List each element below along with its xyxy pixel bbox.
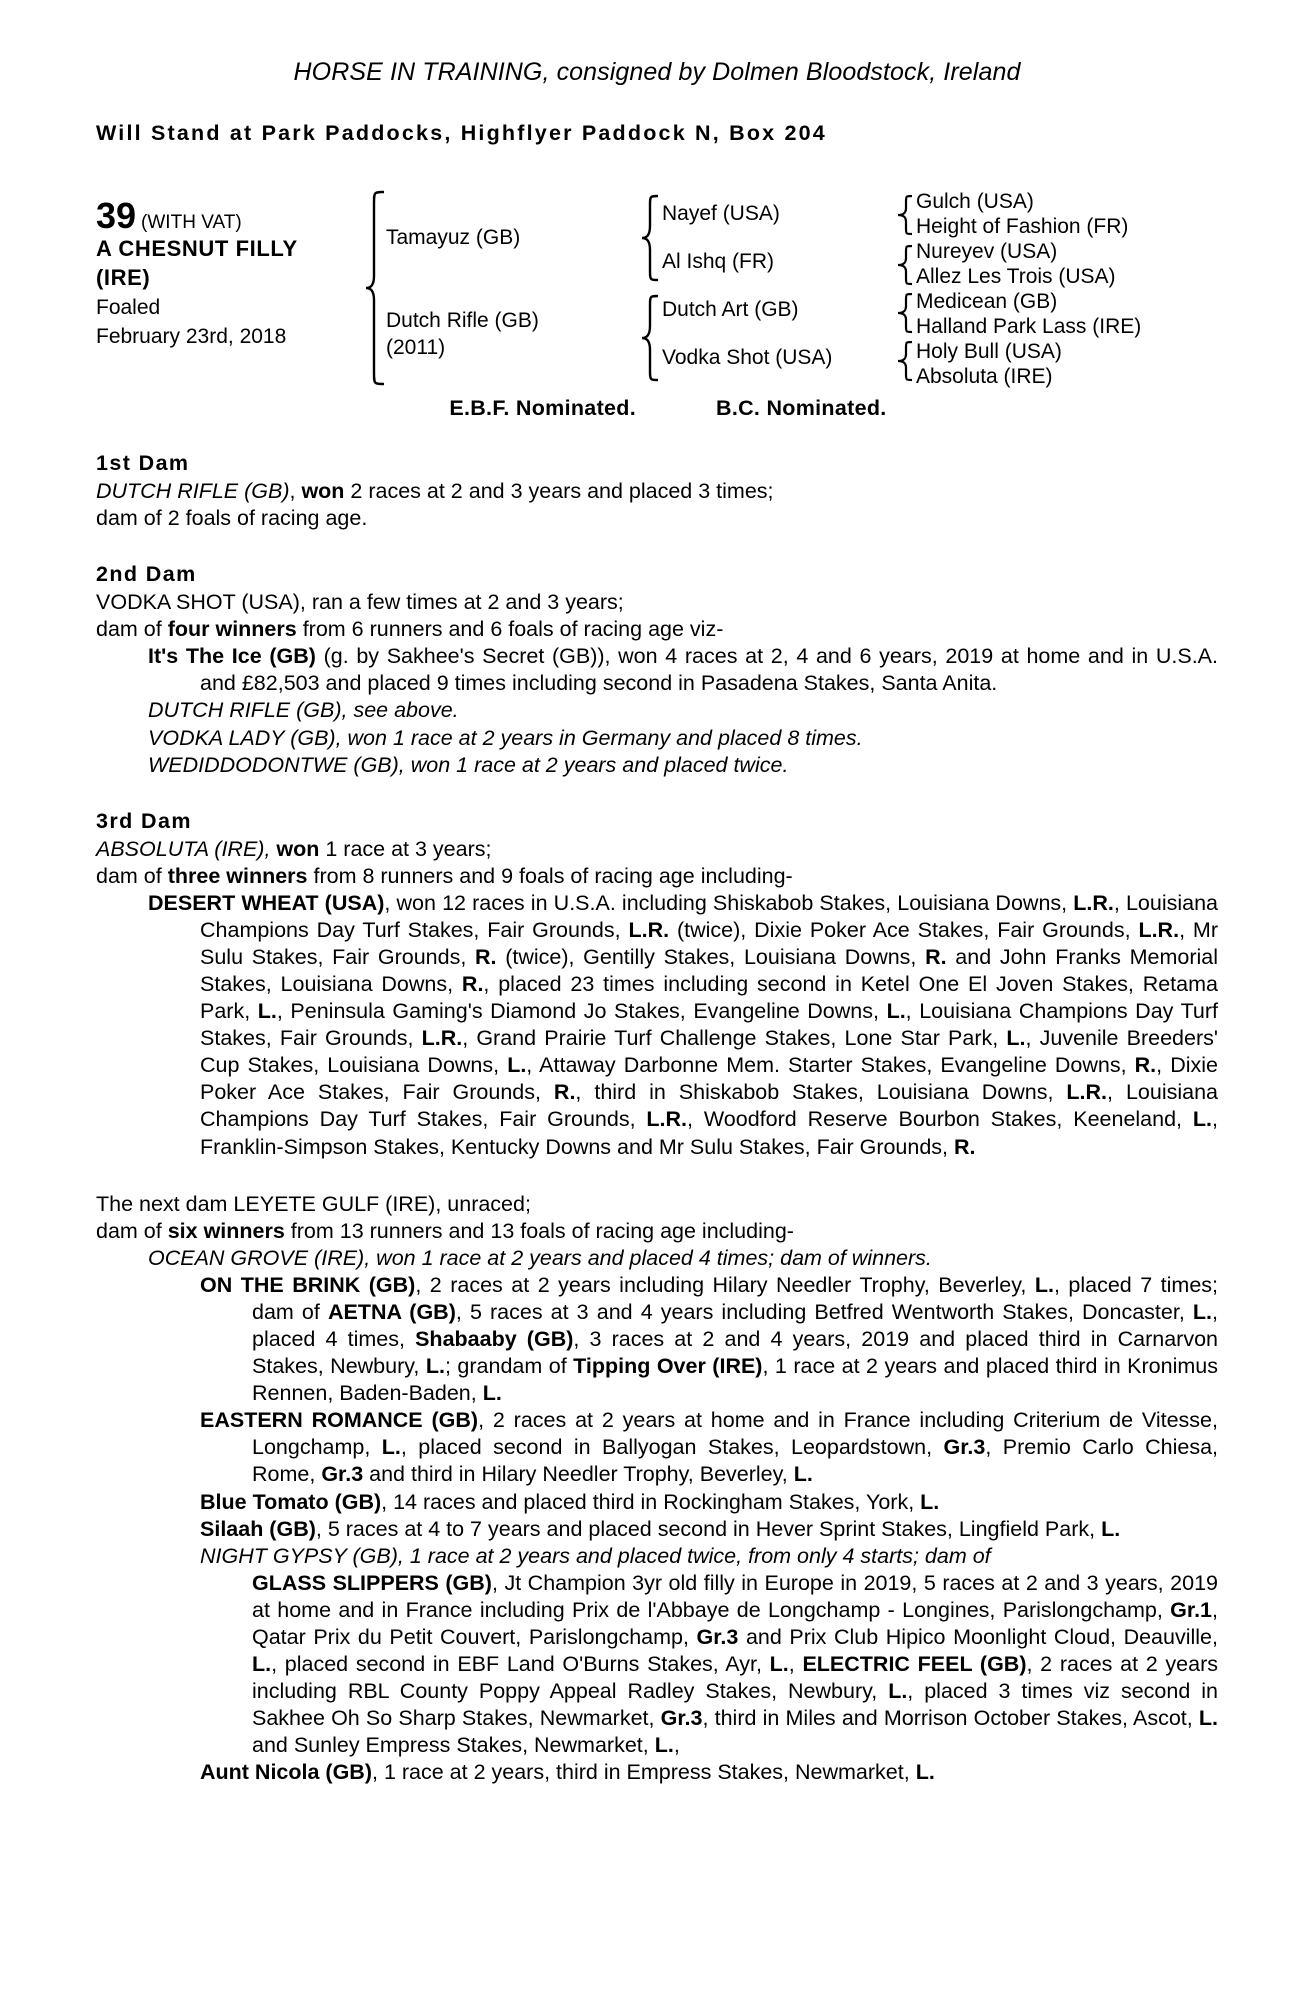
foaled-label: Foaled: [96, 295, 161, 319]
gen3-1: Gulch (USA): [916, 190, 1034, 213]
third-dam-section: [96, 809, 1218, 1161]
dam-cell: [386, 286, 636, 382]
gen3-6: Halland Park Lass (IRE): [916, 315, 1142, 338]
horse-country: (IRE): [96, 264, 151, 290]
next-dam-progeny-6: NIGHT GYPSY (GB), 1 race at 2 years and placed twice, from only 4 starts; dam of: [200, 1543, 991, 1568]
brace-gen2-top: [636, 190, 662, 390]
pedigree-subject: [96, 190, 364, 350]
sire-name: Tamayuz (GB): [386, 226, 521, 250]
brace-gen1: [364, 190, 386, 390]
consignment-line: HORSE IN TRAINING, consigned by Dolmen Bloodstock, Ireland: [293, 58, 1021, 86]
dam-year: (2011): [386, 336, 446, 359]
next-dam-progeny-1: OCEAN GROVE (IRE), won 1 race at 2 years and placed 4 times; dam of winners.: [148, 1245, 932, 1270]
horse-description: A CHESNUT FILLY: [96, 236, 298, 261]
sire-cell: [386, 190, 636, 286]
next-dam-progeny-3: EASTERN ROMANCE (GB), 2 races at 2 years at home and in France including Criterium de Vitesse, Longchamp, L., placed second in Ballyogan Stakes, Leopardstown, Gr.3, Premio Carlo Chiesa, Rome, Gr.3 and third in Hilary Needler Trophy, Beverley, L.: [200, 1408, 1218, 1487]
next-dam-progeny-4: Blue Tomato (GB), 14 races and placed third in Rockingham Stakes, York, L.: [200, 1489, 940, 1514]
second-dam-heading: 2nd Dam: [96, 562, 197, 587]
lot-number: 39: [96, 195, 137, 236]
foaled-date: February 23rd, 2018: [96, 324, 287, 348]
pedigree-generation-3: [916, 190, 1218, 390]
second-dam-line-1: VODKA SHOT (USA), ran a few times at 2 and 3 years;: [96, 590, 624, 615]
next-dam-progeny-2: ON THE BRINK (GB), 2 races at 2 years including Hilary Needler Trophy, Beverley, L., placed 7 times; dam of AETNA (GB), 5 races at 3 and 4 years including Betfred Wentworth Stakes, Doncaster, L., placed 4 times, Shabaaby (GB), 3 races at 2 and 4 years, 2019 and placed third in Carnarvon Stakes, Newbury, L.; grandam of Tipping Over (IRE), 1 race at 2 years and placed third in Kronimus Rennen, Baden-Baden, L.: [200, 1272, 1219, 1406]
third-dam-heading: 3rd Dam: [96, 808, 192, 833]
next-dam-progeny-8: Aunt Nicola (GB), 1 race at 2 years, third in Empress Stakes, Newmarket, L.: [200, 1760, 935, 1785]
third-dam-line-2: dam of three winners from 8 runners and 9 foals of racing age including-: [96, 863, 793, 888]
sire-dam: Al Ishq (FR): [662, 250, 775, 273]
gen3-5: Medicean (GB): [916, 290, 1058, 313]
gen3-4: Allez Les Trois (USA): [916, 265, 1116, 288]
brace-gen3: [892, 190, 916, 390]
next-dam-progeny-7: GLASS SLIPPERS (GB), Jt Champion 3yr old filly in Europe in 2019, 5 races at 2 and 3 years, 2019 at home and in France including Prix de l'Abbaye de Longchamp - Longines, Parislongchamp, Gr.1, Qatar Prix du Petit Couvert, Parislongchamp, Gr.3 and Prix Club Hipico Moonlight Cloud, Deauville, L., placed second in EBF Land O'Burns Stakes, Ayr, L., ELECTRIC FEEL (GB), 2 races at 2 years including RBL County Poppy Appeal Radley Stakes, Newbury, L., placed 3 times viz second in Sakhee Oh So Sharp Stakes, Newmarket, Gr.3, third in Miles and Morrison October Stakes, Ascot, L. and Sunley Empress Stakes, Newmarket, L.,: [252, 1570, 1218, 1758]
nominations-row: [96, 396, 1218, 421]
ebf-nomination: E.B.F. Nominated.: [449, 396, 636, 420]
next-dam-section: [96, 1191, 1218, 1787]
dam-sire: Dutch Art (GB): [662, 298, 799, 321]
second-dam-line-2: dam of four winners from 6 runners and 6 foals of racing age viz-: [96, 617, 724, 642]
gen3-7: Holy Bull (USA): [916, 340, 1062, 363]
stand-location-line: Will Stand at Park Paddocks, Highflyer Paddock N, Box 204: [96, 121, 827, 145]
bc-nomination: B.C. Nominated.: [716, 396, 887, 420]
pedigree-generation-1: [386, 190, 636, 382]
pedigree-table: [96, 190, 1218, 390]
next-dam-line-1: The next dam LEYETE GULF (IRE), unraced;: [96, 1191, 531, 1216]
lot-line: [96, 195, 364, 236]
first-dam-line-2: dam of 2 foals of racing age.: [96, 506, 368, 531]
third-dam-progeny-1: DESERT WHEAT (USA), won 12 races in U.S.A. including Shiskabob Stakes, Louisiana Downs, L.R., Louisiana Champions Day Turf Stakes, Fair Grounds, L.R. (twice), Dixie Poker Ace Stakes, Fair Grounds, L.R., Mr Sulu Stakes, Fair Grounds, R. (twice), Gentilly Stakes, Louisiana Downs, R. and John Franks Memorial Stakes, Louisiana Downs, R., placed 23 times including second in Ketel One El Joven Stakes, Retama Park, L., Peninsula Gaming's Diamond Jo Stakes, Evangeline Downs, L., Louisiana Champions Day Turf Stakes, Fair Grounds, L.R., Grand Prairie Turf Challenge Stakes, Lone Star Park, L., Juvenile Breeders' Cup Stakes, Louisiana Downs, L., Attaway Darbonne Mem. Starter Stakes, Evangeline Downs, R., Dixie Poker Ace Stakes, Fair Grounds, R., third in Shiskabob Stakes, Louisiana Downs, L.R., Louisiana Champions Day Turf Stakes, Fair Grounds, L.R., Woodford Reserve Bourbon Stakes, Keeneland, L., Franklin-Simpson Stakes, Kentucky Downs and Mr Sulu Stakes, Fair Grounds, R.: [148, 890, 1219, 1159]
second-dam-section: [96, 562, 1218, 779]
first-dam-heading: 1st Dam: [96, 451, 190, 475]
third-dam-line-1: ABSOLUTA (IRE), won 1 race at 3 years;: [96, 836, 492, 861]
next-dam-progeny-5: Silaah (GB), 5 races at 4 to 7 years and placed second in Hever Sprint Stakes, Lingfield Park, L.: [200, 1516, 1121, 1541]
next-dam-line-2: dam of six winners from 13 runners and 13 foals of racing age including-: [96, 1218, 794, 1243]
first-dam-line-1: DUTCH RIFLE (GB), won 2 races at 2 and 3 years and placed 3 times;: [96, 479, 774, 503]
gen3-8: Absoluta (IRE): [916, 365, 1053, 388]
second-dam-progeny-2: DUTCH RIFLE (GB), see above.: [148, 698, 459, 723]
dam-dam: Vodka Shot (USA): [662, 346, 833, 369]
first-dam-section: [96, 451, 1218, 532]
dam-name: Dutch Rifle (GB): [386, 308, 539, 332]
gen3-3: Nureyev (USA): [916, 240, 1058, 263]
second-dam-progeny-1: It's The Ice (GB) (g. by Sakhee's Secret (GB)), won 4 races at 2, 4 and 6 years, 2019 at home and in U.S.A. and £82,503 and placed 9 times including second in Pasadena Stakes, Santa Anita.: [148, 644, 1218, 696]
gen3-2: Height of Fashion (FR): [916, 215, 1129, 238]
sire-sire: Nayef (USA): [662, 202, 780, 225]
vat-note: (WITH VAT): [141, 212, 242, 233]
pedigree-generation-2: [662, 190, 892, 382]
second-dam-progeny-3: VODKA LADY (GB), won 1 race at 2 years in Germany and placed 8 times.: [148, 725, 863, 750]
second-dam-progeny-4: WEDIDDODONTWE (GB), won 1 race at 2 years and placed twice.: [148, 752, 789, 777]
